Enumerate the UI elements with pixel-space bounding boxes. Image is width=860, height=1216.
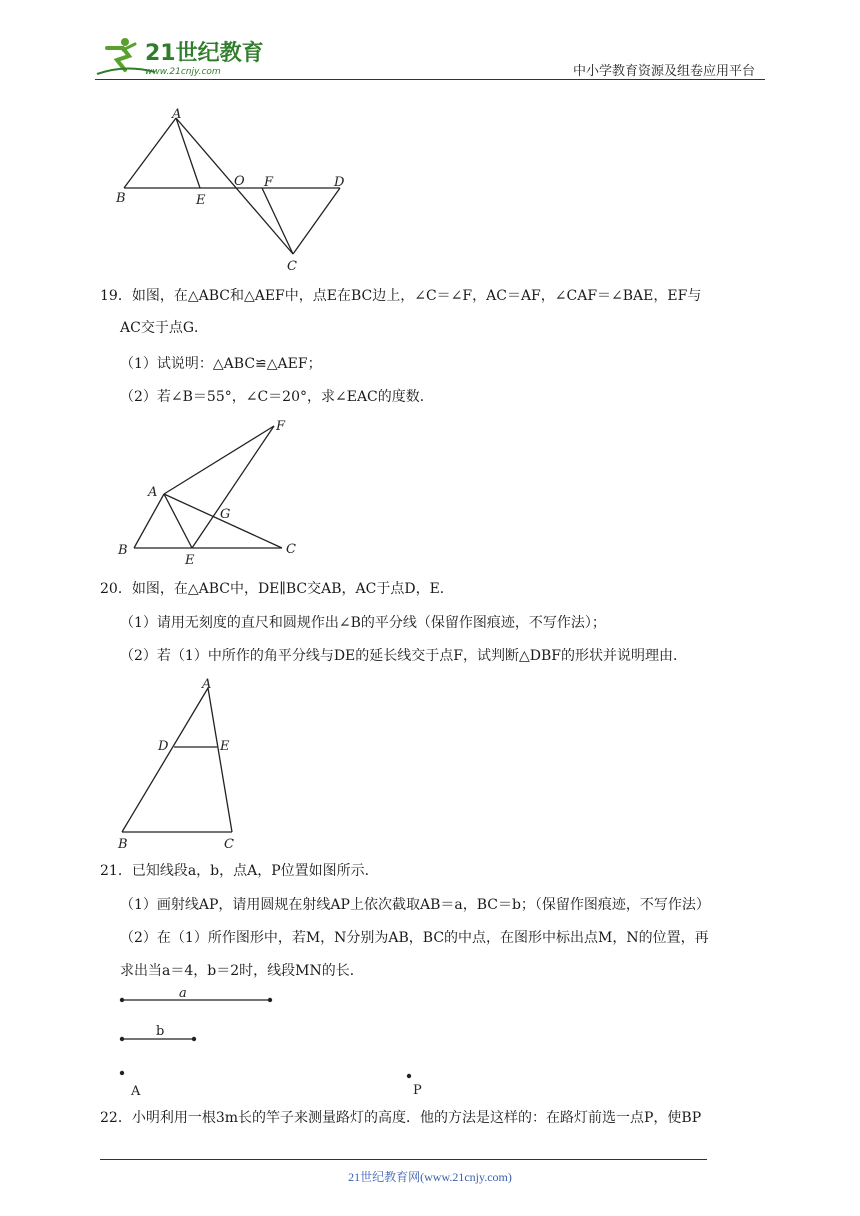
- label-B: B: [116, 191, 126, 206]
- label-C: C: [287, 259, 297, 274]
- figure-q18: [110, 104, 360, 274]
- q19-line2: AC交于点G．: [120, 320, 209, 336]
- figure-q20: [110, 672, 250, 852]
- label-b: b: [156, 1024, 165, 1039]
- q20-part1: （1）请用无刻度的直尺和圆规作出∠B的平分线（保留作图痕迹，不写作法）；: [120, 615, 606, 631]
- label-A: A: [131, 1084, 141, 1099]
- svg-text:www.21cnjy.com: www.21cnjy.com: [145, 67, 221, 77]
- q20-line1: 20．如图，在△ABC中，DE∥BC交AB，AC于点D，E．: [100, 581, 454, 597]
- q21-part1: （1）画射线AP，请用圆规在射线AP上依次截取AB＝a，BC＝b；（保留作图痕迹，不写作法）: [120, 897, 710, 913]
- label-A: A: [172, 107, 182, 122]
- label-E: E: [185, 553, 195, 568]
- label-a: a: [179, 986, 187, 1001]
- label-C: C: [224, 837, 234, 852]
- figure-q21: [110, 985, 440, 1100]
- label-A: A: [202, 677, 212, 692]
- header-platform-text: 中小学教育资源及组卷应用平台: [572, 64, 755, 79]
- label-A: A: [148, 485, 158, 500]
- footer-divider: [100, 1159, 707, 1160]
- label-F: F: [276, 419, 286, 434]
- label-C: C: [286, 542, 296, 557]
- label-E: E: [220, 739, 230, 754]
- q21-part2-line2: 求出当a＝4，b＝2时，线段MN的长．: [120, 963, 364, 979]
- page-header: [95, 28, 765, 80]
- label-E: E: [196, 193, 206, 208]
- label-D: D: [334, 175, 345, 190]
- q21-part2-line1: （2）在（1）所作图形中，若M，N分别为AB，BC的中点，在图形中标出点M，N的位置，再: [120, 930, 709, 946]
- q19-part1: （1）试说明：△ABC≌△AEF；: [120, 356, 322, 372]
- svg-text:21世纪教育: 21世纪教育: [145, 41, 264, 66]
- header-divider: [95, 79, 765, 80]
- label-B: B: [118, 543, 128, 558]
- q19-line1: 19．如图，在△ABC和△AEF中，点E在BC边上，∠C＝∠F，AC＝AF，∠CAF＝∠BAE，EF与: [100, 288, 702, 304]
- label-G: G: [220, 507, 231, 522]
- label-F: F: [264, 175, 274, 190]
- label-D: D: [158, 739, 169, 754]
- q19-part2: （2）若∠B＝55°，∠C＝20°，求∠EAC的度数．: [120, 389, 434, 405]
- q21-line1: 21．已知线段a，b，点A，P位置如图所示．: [100, 863, 379, 879]
- q22-line1: 22．小明利用一根3m长的竿子来测量路灯的高度．他的方法是这样的：在路灯前选一点P，使BP: [100, 1110, 702, 1126]
- label-B: B: [118, 837, 128, 852]
- figure-q19: [112, 418, 312, 568]
- label-O: O: [234, 174, 245, 189]
- q20-part2: （2）若（1）中所作的角平分线与DE的延长线交于点F，试判断△DBF的形状并说明理由．: [120, 648, 687, 664]
- footer-link[interactable]: 21世纪教育网(www.21cnjy.com): [348, 1170, 512, 1184]
- label-P: P: [413, 1083, 422, 1098]
- brand-logo: [95, 34, 265, 78]
